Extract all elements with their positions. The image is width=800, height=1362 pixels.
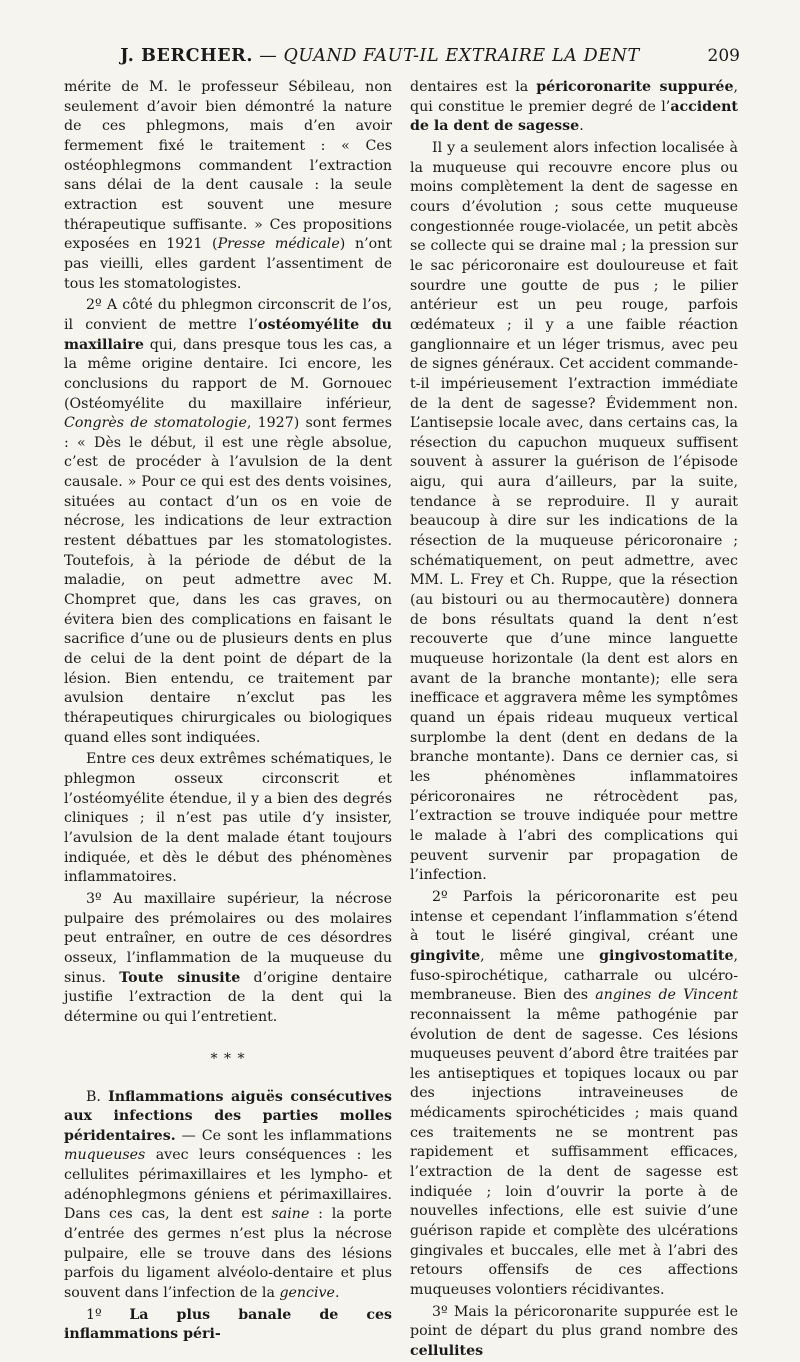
paragraph: [410, 1303, 738, 1362]
section-heading: Inflammations aiguës consécutives aux infections des parties molles péridentaires.: [64, 1088, 392, 1144]
header-title: [60, 46, 700, 66]
bold-term: Toute sinusite: [119, 969, 241, 986]
bold-term: gingivite: [410, 947, 481, 964]
text-run: B.: [86, 1088, 109, 1105]
text-run: 3º Mais la péricoronarite suppurée est le point de départ du plus grand nombre des: [410, 1303, 738, 1340]
text-run: dentaires est la: [410, 79, 537, 95]
text-run: 2º A côté du phlegmon circonscrit de l’os, il convient de mettre l’: [64, 297, 392, 333]
citation: Congrès de stomatologie: [64, 415, 247, 432]
paragraph: [410, 78, 738, 137]
emphasis: angines de Vincent: [595, 987, 738, 1004]
text-run: .: [579, 118, 584, 135]
right-column: [410, 78, 738, 1362]
paragraph: Il y a seulement alors infection localisée à la muqueuse qui recouvre encore plus ou moins complètement la dent de sagesse en cours d’évolution ; sous cette muqueuse congestionnée rouge-violacée, un petit abcès se collecte qui se draine mal ; la pression sur le sac péricoronaire est douloureuse et fait sourdre une goutte de pus ; le pilier antérieur est un peu rouge, parfois œdémateux ; il y a une faible réaction ganglionnaire et un léger trismus, avec peu de signes généraux. Cet accident commande-t-il impérieusement l’extraction immédiate de la dent de sagesse? Évidemment non. L’antisepsie locale avec, dans certains cas, la résection du capuchon muqueux suffisent souvent à assurer la guérison de l’épisode aigu, qui aura d’ailleurs, par la suite, tendance à se reproduire. Il y aurait beaucoup à dire sur les indications de la résection de la muqueuse péricoronaire ; schématiquement, on peut admettre, avec MM. L. Frey et Ch. Ruppe, que la résection (au bistouri ou au thermocautère) donnera de bons résultats quand la dent n’est recouverte que d’une mince languette muqueuse horizontale (la dent est alors en avant de la branche montante); elle sera inefficace et aggravera même les symptômes quand un épais rideau muqueux vertical surplombe la dent (dent en dedans de la branche montante). Dans ce dernier cas, si les phénomènes inflammatoires péricoronaires ne rétrocèdent pas, l’extraction se trouve indiquée pour mettre le malade à l’abri des complications qui peuvent survenir par propagation de l’infection.: [410, 139, 738, 884]
emphasis: gencive: [279, 1285, 335, 1302]
paragraph: [64, 296, 392, 748]
paragraph: Entre ces deux extrêmes schématiques, le phlegmon osseux circonscrit et l’ostéomyélite étendue, il y a bien des degrés cliniques ; il n’est pas utile d’y insister, l’avulsion de la dent malade étant toujours indiquée, et dès le début des phénomènes inflammatoires.: [64, 751, 392, 886]
header-article-title: QUAND FAUT-IL EXTRAIRE LA DENT: [283, 46, 640, 66]
paragraph: [64, 890, 392, 1028]
running-header: [60, 46, 740, 72]
text-run: , 1927) sont fermes : « Dès le début, il est une règle absolue, c’est de procéder à l’avulsion de la dent causale. » Pour ce qui est des dents voisines, situées au contact d’un os en voie de nécrose, les indications de leur extraction restent débattues par les stomatologistes. Toutefois, à la période de début de la maladie, on peut admettre avec M. Chompret que, dans les cas graves, on évitera bien des complications en faisant le sacrifice d’une ou de plusieurs dents en plus de celui de la dent point de départ de la lésion. Bien entendu, ce traitement par avulsion dentaire n’exclut pas les thérapeutiques chirurgicales ou biologiques quand elles sont indiquées.: [64, 415, 392, 746]
bold-term: gingivostomatite: [599, 947, 734, 964]
paragraph: [64, 1088, 392, 1304]
header-author: J. BERCHER.: [120, 46, 254, 66]
emphasis: saine: [271, 1206, 310, 1223]
text-run: d’origine dentaire justifie l’extraction de la dent qui la détermine ou qui l’entretient.: [64, 969, 392, 1025]
text-run: , qui constitue le premier degré de l’: [410, 79, 738, 115]
section-separator: * * *: [210, 1050, 246, 1067]
text-run: , fuso-spirochétique, catharrale ou ulcéro-membraneuse. Bien des: [410, 947, 738, 1004]
citation: Presse médicale: [217, 236, 340, 253]
text-run: : la porte d’entrée des germes n’est plus la nécrose pulpaire, elle se trouve dans des lésions parfois du ligament alvéolo-dentaire et plus souvent dans l’infection de la: [64, 1206, 393, 1302]
paragraph: [64, 78, 392, 294]
bold-term: ostéomyélite du maxillaire: [64, 316, 392, 353]
bold-term: péricoronarite suppurée: [536, 79, 734, 95]
text-run: — Ce sont les inflammations: [175, 1127, 392, 1144]
text-run: ) n’ont pas vieilli, elles gardent l’assentiment de tous les stomatologistes.: [64, 236, 392, 292]
text-run: 1º: [86, 1306, 130, 1323]
bold-term: accident de la dent de sagesse: [410, 98, 738, 135]
paragraph: [410, 888, 738, 1301]
text-run: 2º Parfois la péricoronarite est peu intense et cependant l’inflammation s’étend à tout le liséré gingival, créant une: [410, 888, 738, 945]
page-number: 209: [707, 46, 740, 66]
text-run: 3º Au maxillaire supérieur, la nécrose pulpaire des prémolaires ou des molaires peut entraîner, en outre de ces désordres osseux, l’inflammation de la muqueuse du sinus.: [64, 890, 392, 986]
bold-term: cellulites: [410, 1343, 484, 1359]
text-run: avec leurs conséquences : les cellulites périmaxillaires et les lympho- et adénophlegmons géniens et périmaxillaires. Dans ces cas, la dent est: [64, 1147, 392, 1223]
header-dash: —: [259, 46, 278, 66]
left-column: [64, 78, 392, 1345]
emphasis: muqueuses: [64, 1147, 146, 1164]
text-run: reconnaissent la même pathogénie par évolution de dent de sagesse. Ces lésions muqueuses peuvent d’abord être traitées par les antiseptiques et topiques locaux ou par des injections intraveineuses de médicaments spirochéticides ; mais quand ces traitements ne se montrent pas rapidement et suffisamment efficaces, l’extraction de la dent de sagesse est indiquée ; loin d’ouvrir la porte à de nouvelles infections, elle est suivie d’une guérison rapide et complète des ulcérations gingivales et buccales, elle met à l’abri des retours offensifs de ces affections muqueuses volontiers récidivantes.: [410, 1006, 738, 1299]
text-run: , même une: [480, 947, 600, 964]
text-run: .: [334, 1285, 340, 1302]
paragraph: [64, 1306, 392, 1345]
text-run: mérite de M. le professeur Sébileau, non seulement d’avoir bien démontré la nature de ces phlegmons, mais d’en avoir fermement fixé le traitement : « Ces ostéophlegmons commandent l’extraction sans délai de la dent causale : la seule extraction est souvent une mesure thérapeutique suffisante. » Ces propositions exposées en 1921 (: [64, 79, 392, 253]
bold-term: La plus banale de ces inflammations péri-: [64, 1306, 392, 1343]
text-run: qui, dans presque tous les cas, a la même origine dentaire. Ici encore, les conclusions du rapport de M. Gornouec (Ostéomyélite du maxillaire inférieur,: [64, 336, 392, 412]
